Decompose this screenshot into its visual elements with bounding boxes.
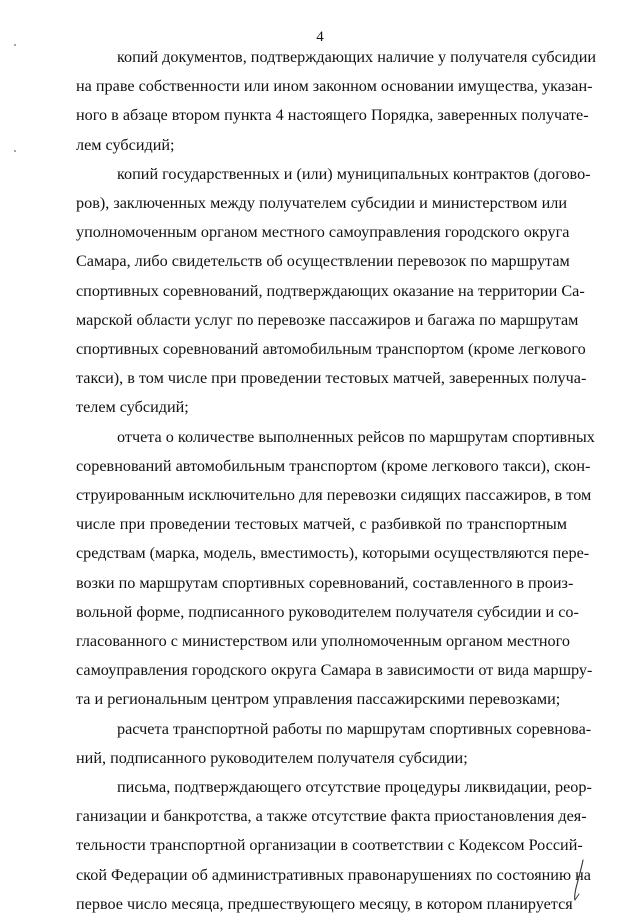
scan-speck <box>14 44 16 46</box>
text-line: копий документов, подтверждающих наличие у получателя субсидии <box>117 48 597 66</box>
text-line: числе при проведении тестовых матчей, с разбивкой по транспортным <box>76 515 567 534</box>
page-number: 4 <box>316 29 324 45</box>
text-line: спортивных соревнований автомобильным транспортом (кроме легкового <box>76 340 586 359</box>
paragraph-trip-report <box>76 423 595 715</box>
document-body <box>76 43 597 919</box>
text-line: возки по маршрутам спортивных соревнований, составленного в произ- <box>76 573 574 592</box>
text-line: струированным исключительно для перевозки сидящих пассажиров, в том <box>76 486 592 505</box>
paragraph-property-documents <box>76 43 597 160</box>
text-line: спортивных соревнований, подтверждающих оказание на территории Са- <box>76 281 585 300</box>
text-line: на праве собственности или ином законном основании имущества, указан- <box>76 77 593 96</box>
scan-speck <box>14 150 16 152</box>
text-line: ганизации и банкротства, а также отсутствие факта приостановления дея- <box>76 807 587 826</box>
text-line: ного в абзаце втором пункта 4 настоящего Порядка, заверенных получате- <box>76 106 589 125</box>
text-line: Самара, либо свидетельств об осуществлении перевозок по маршрутам <box>76 252 570 271</box>
text-line: отчета о количестве выполненных рейсов по маршрутам спортивных <box>117 427 595 446</box>
text-line: копий государственных и (или) муниципальных контрактов (догово- <box>117 164 591 183</box>
paragraph-letter <box>76 773 592 919</box>
text-line: расчета транспортной работы по маршрутам спортивных соревнова- <box>117 719 592 738</box>
text-line: вольной форме, подписанного руководителем получателя субсидии и со- <box>76 602 579 621</box>
text-line: лем субсидий; <box>76 135 175 154</box>
text-line: ской Федерации об административных правонарушениях по состоянию на <box>76 865 591 884</box>
text-line: тельности транспортной организации в соответствии с Кодексом Россий- <box>76 836 583 855</box>
text-line: марской области услуг по перевозке пассажиров и багажа по маршрутам <box>76 310 579 329</box>
text-line: ний, подписанного руководителем получателя субсидии; <box>76 748 468 767</box>
text-line: ров), заключенных между получателем субсидии и министерством или <box>76 194 567 213</box>
text-line: первое число месяца, предшествующего месяцу, в котором планируется <box>76 894 573 913</box>
text-line: средствам (марка, модель, вместимость), которыми осуществляются пере- <box>76 544 590 563</box>
paragraph-contracts <box>76 160 591 423</box>
text-line: соревнований автомобильным транспортом (кроме легкового такси), скон- <box>76 456 591 475</box>
pen-stroke-mark <box>572 858 586 902</box>
text-line: такси), в том числе при проведении тестовых матчей, заверенных получа- <box>76 369 587 388</box>
text-line: письма, подтверждающего отсутствие процедуры ликвидации, реор- <box>117 778 592 797</box>
text-line: гласованного с министерством или уполномоченным органом местного <box>76 632 570 651</box>
paragraph-transport-work <box>76 715 592 773</box>
text-line: та и региональным центром управления пассажирскими перевозками; <box>76 690 561 709</box>
text-line: телем субсидий; <box>76 398 189 417</box>
text-line: самоуправления городского округа Самара в зависимости от вида маршру- <box>76 661 593 680</box>
text-line: уполномоченным органом местного самоуправления городского округа <box>76 223 570 242</box>
